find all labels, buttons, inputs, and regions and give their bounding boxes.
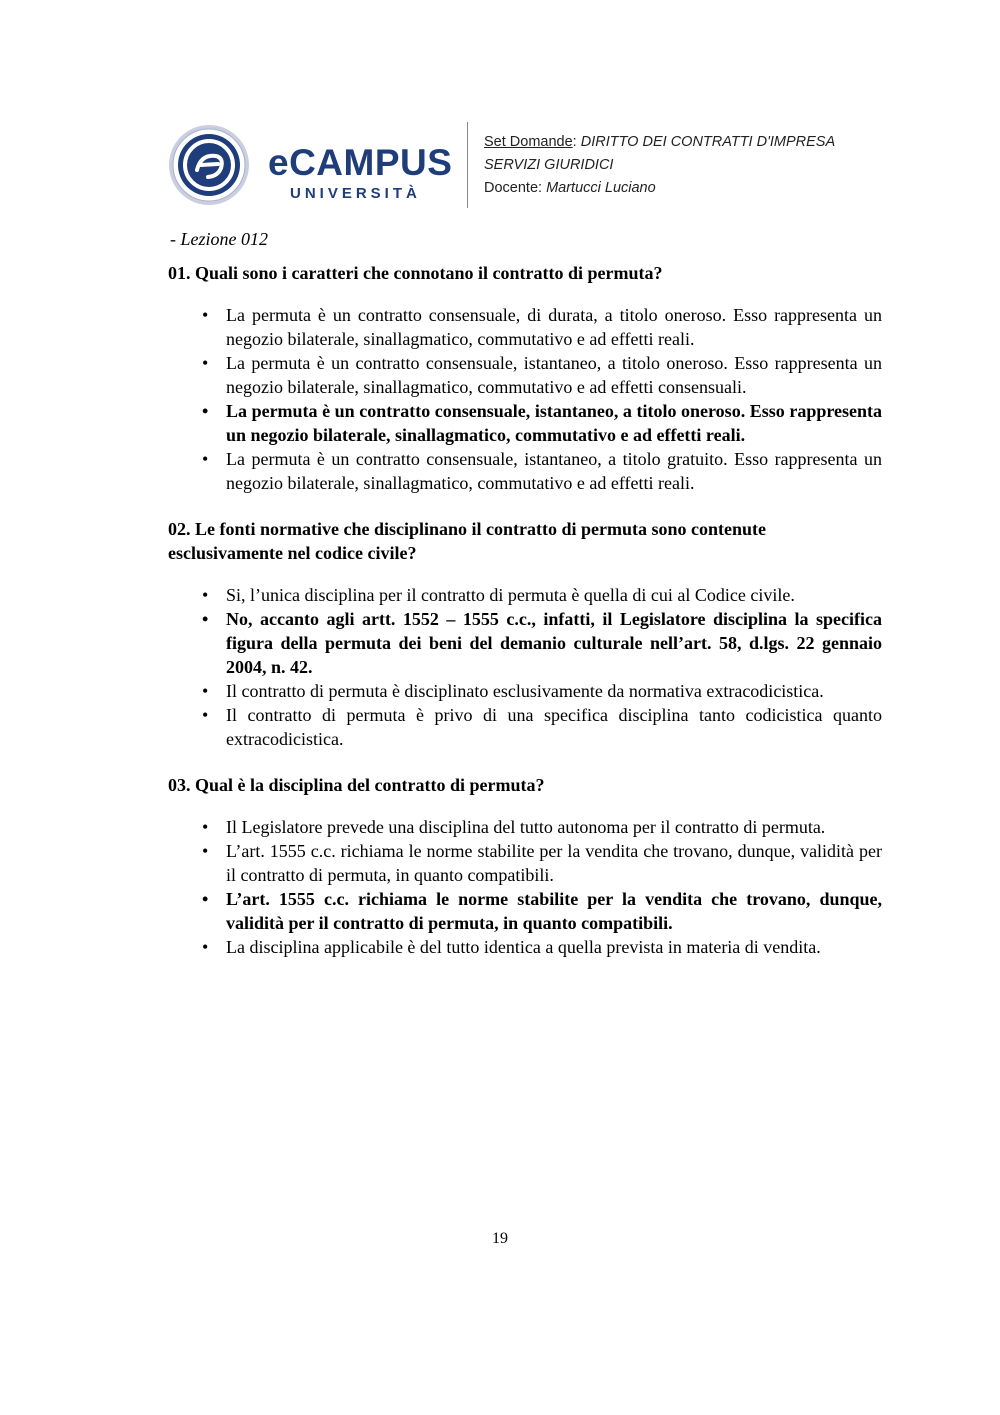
- bullet-icon: •: [202, 937, 209, 957]
- answer-item: [168, 679, 882, 703]
- bullet-icon: •: [202, 449, 209, 469]
- answer-text: La permuta è un contratto consensuale, istantaneo, a titolo oneroso. Esso rappresenta un negozio bilaterale, sinallagmatico, commutativo e ad effetti consensuali.: [226, 353, 882, 397]
- bullet-icon: •: [202, 305, 209, 325]
- answer-text: La permuta è un contratto consensuale, di durata, a titolo oneroso. Esso rappresenta un negozio bilaterale, sinallagmatico, commutativo e ad effetti reali.: [226, 305, 882, 349]
- set-label: Set Domande: [484, 134, 573, 150]
- answer-text: Il contratto di permuta è disciplinato esclusivamente da normativa extracodicistica.: [226, 681, 824, 701]
- header-divider: [467, 122, 468, 208]
- answer-item-correct: [168, 399, 882, 447]
- answer-item: [168, 935, 882, 959]
- answer-item-correct: [168, 887, 882, 935]
- ecampus-seal-logo: [168, 124, 250, 206]
- answer-text: La disciplina applicabile è del tutto identica a quella prevista in materia di vendita.: [226, 937, 821, 957]
- answer-item: [168, 839, 882, 887]
- set-title: DIRITTO DEI CONTRATTI D'IMPRESA: [580, 134, 836, 150]
- answer-list: [168, 815, 882, 959]
- header-info: [484, 131, 835, 200]
- document-header: [168, 122, 888, 212]
- answer-item: [168, 351, 882, 399]
- document-body: [168, 227, 882, 981]
- set-subtitle: SERVIZI GIURIDICI: [484, 157, 614, 173]
- answer-text: Si, l’unica disciplina per il contratto di permuta è quella di cui al Codice civile.: [226, 585, 795, 605]
- logo-wordmark: eCAMPUS: [268, 142, 453, 183]
- ecampus-wordmark: [268, 144, 452, 202]
- bullet-icon: •: [202, 353, 209, 373]
- bullet-icon: •: [202, 705, 209, 725]
- bullet-icon: •: [202, 841, 209, 861]
- bullet-icon: •: [202, 585, 209, 605]
- set-line: Set Domande: DIRITTO DEI CONTRATTI D'IMPRESA: [484, 134, 836, 150]
- answer-text: No, accanto agli artt. 1552 – 1555 c.c., infatti, il Legislatore disciplina la specifica figura della permuta dei beni del demanio culturale nell’art. 58, d.lgs. 22 gennaio 2004, n. 42.: [226, 609, 882, 677]
- answer-list: [168, 303, 882, 495]
- docente-line: Docente: Martucci Luciano: [484, 180, 656, 196]
- answer-item: [168, 815, 882, 839]
- answer-text: La permuta è un contratto consensuale, istantaneo, a titolo gratuito. Esso rappresenta un negozio bilaterale, sinallagmatico, commutativo e ad effetti reali.: [226, 449, 882, 493]
- answer-text: La permuta è un contratto consensuale, istantaneo, a titolo oneroso. Esso rappresenta un negozio bilaterale, sinallagmatico, commutativo e ad effetti reali.: [226, 401, 882, 445]
- answer-item: [168, 703, 882, 751]
- docente-label: Docente: [484, 180, 539, 196]
- question-heading: 01. Quali sono i caratteri che connotano il contratto di permuta?: [168, 263, 663, 283]
- question-heading: 03. Qual è la disciplina del contratto di permuta?: [168, 775, 545, 795]
- page-number: 19: [492, 1230, 508, 1247]
- bullet-icon: •: [202, 817, 209, 837]
- bullet-icon: •: [202, 401, 209, 421]
- lesson-heading: - Lezione 012: [170, 229, 268, 249]
- answer-text: L’art. 1555 c.c. richiama le norme stabilite per la vendita che trovano, dunque, validità per il contratto di permuta, in quanto compatibili.: [226, 889, 882, 933]
- bullet-icon: •: [202, 609, 209, 629]
- bullet-icon: •: [202, 681, 209, 701]
- question-heading: 02. Le fonti normative che disciplinano il contratto di permuta sono contenute esclusivamente nel codice civile?: [168, 519, 766, 563]
- logo-subtitle: UNIVERSITÀ: [290, 185, 421, 202]
- answer-text: Il contratto di permuta è privo di una specifica disciplina tanto codicistica quanto extracodicistica.: [226, 705, 882, 749]
- answer-text: Il Legislatore prevede una disciplina del tutto autonoma per il contratto di permuta.: [226, 817, 826, 837]
- answer-list: [168, 583, 882, 751]
- answer-item-correct: [168, 607, 882, 679]
- answer-item: [168, 303, 882, 351]
- answer-item: [168, 583, 882, 607]
- docente-name: Martucci Luciano: [546, 180, 656, 196]
- answer-item: [168, 447, 882, 495]
- bullet-icon: •: [202, 889, 209, 909]
- answer-text: L’art. 1555 c.c. richiama le norme stabilite per la vendita che trovano, dunque, validità per il contratto di permuta, in quanto compatibili.: [226, 841, 882, 885]
